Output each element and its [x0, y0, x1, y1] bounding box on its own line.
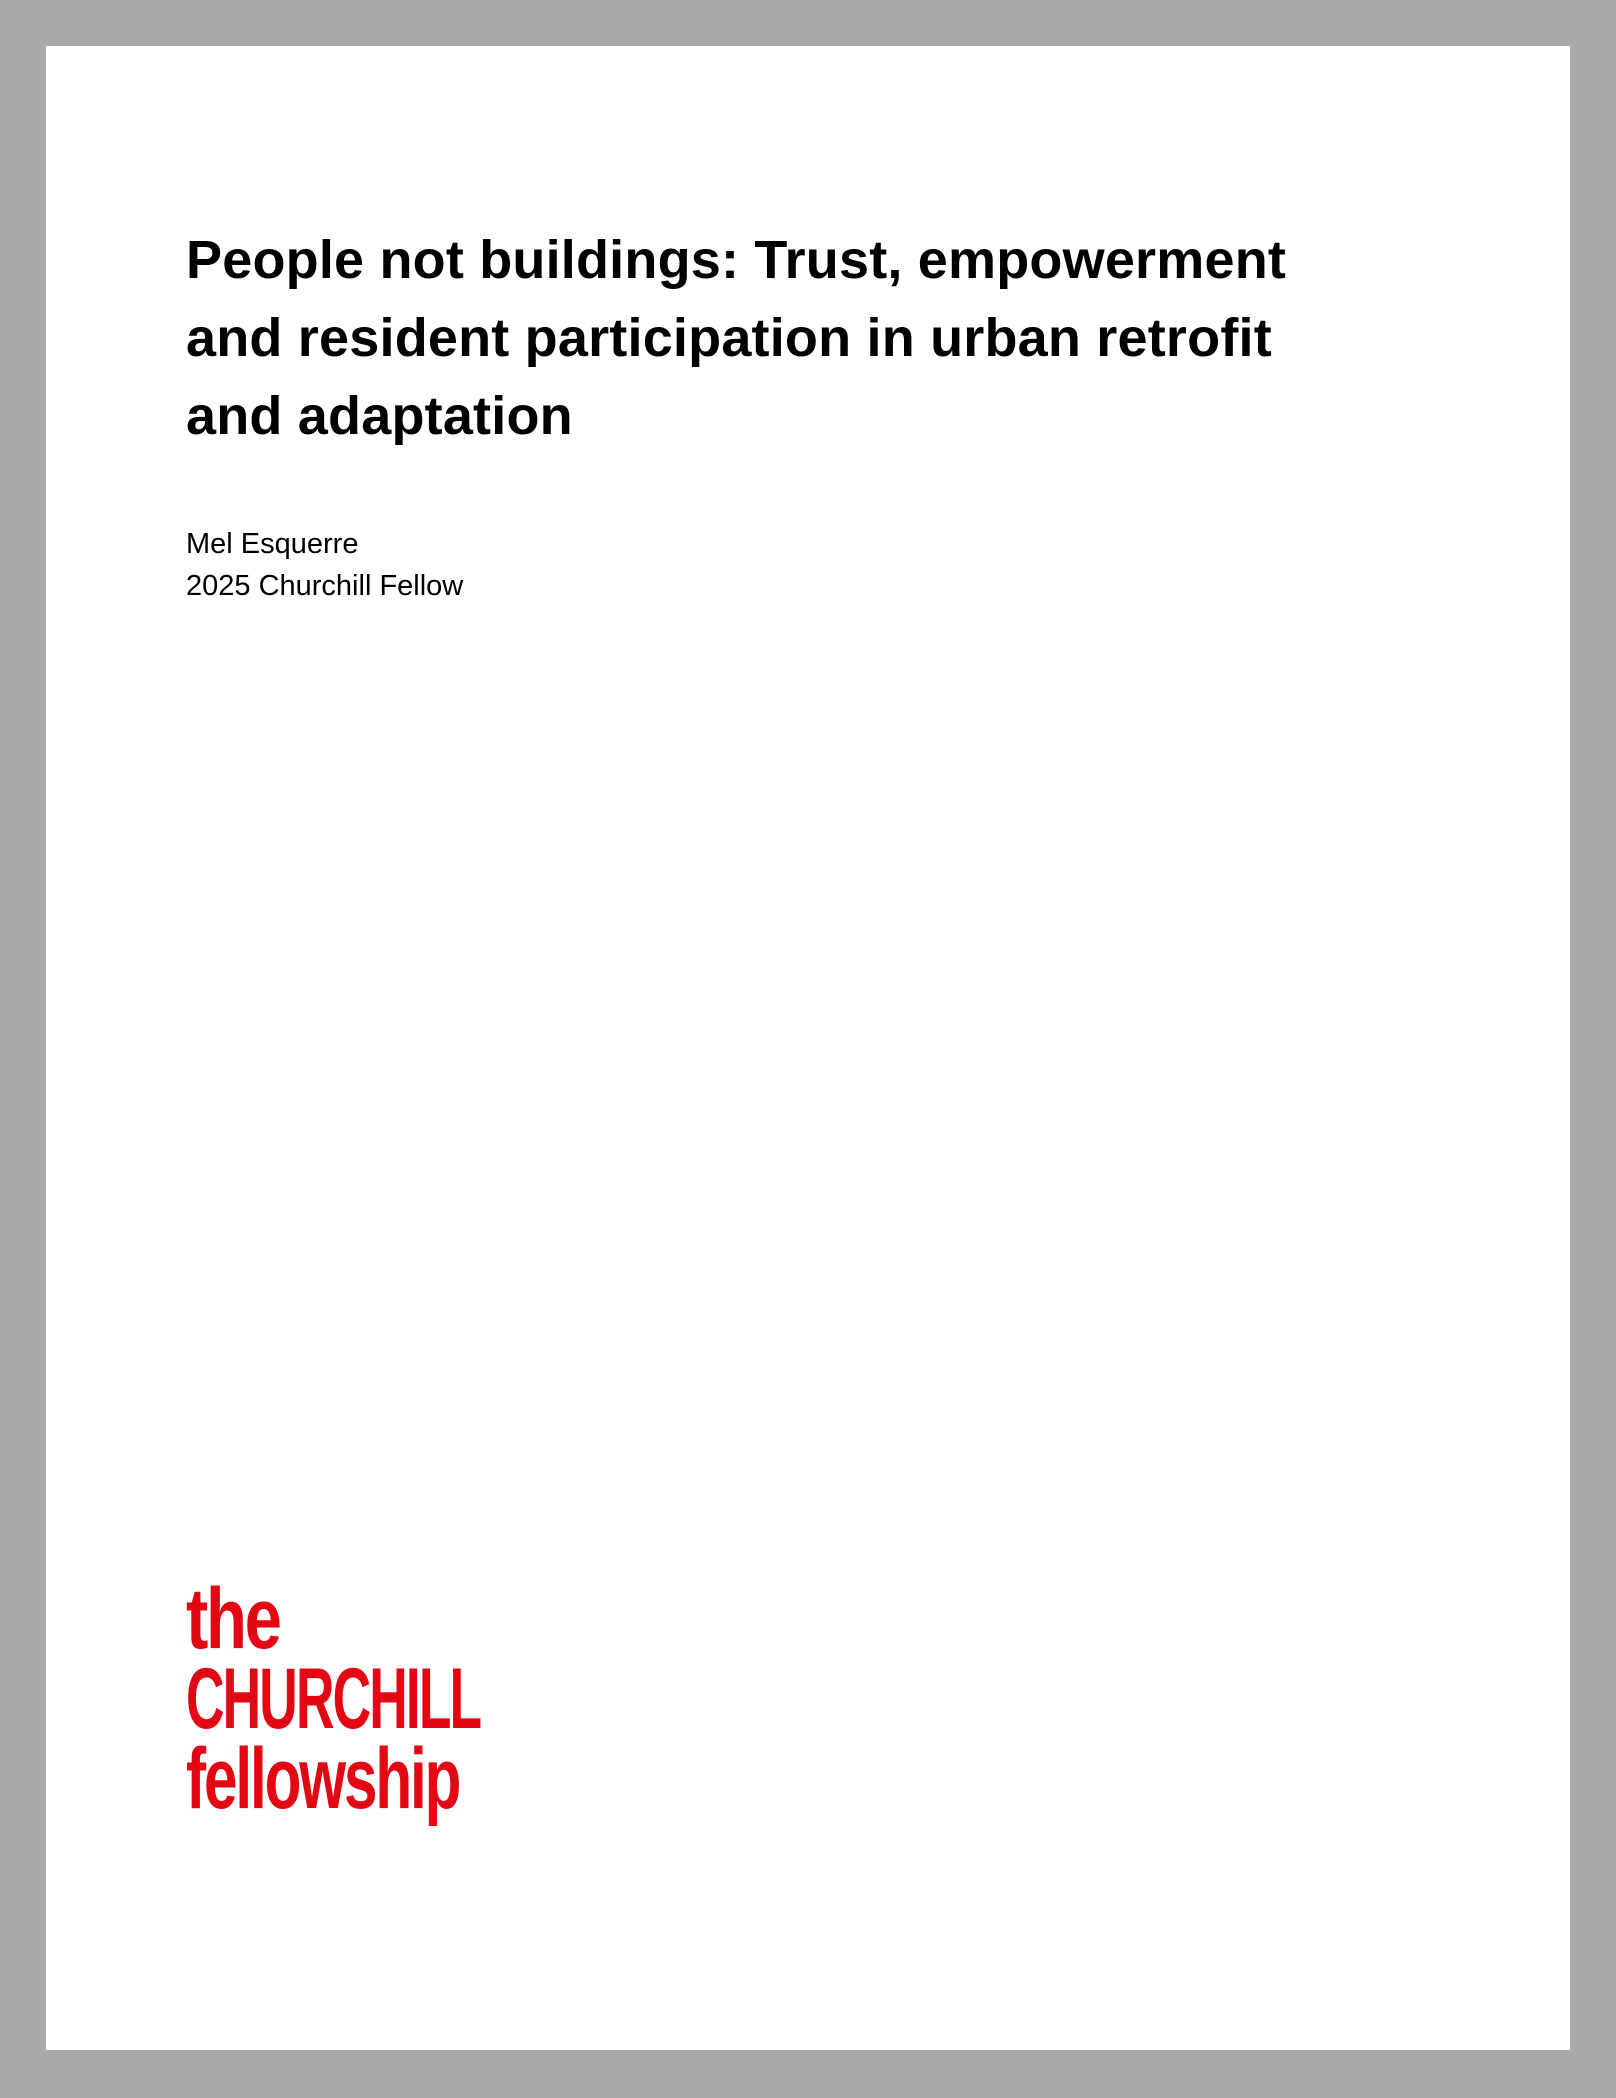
fellowship-line: 2025 Churchill Fellow	[186, 570, 464, 602]
title-line: People not buildings: Trust, empowerment	[186, 230, 1287, 290]
logo-line: fellowship	[186, 1731, 460, 1827]
document-page	[46, 46, 1570, 2050]
logo-line: CHURCHILL	[186, 1651, 481, 1747]
author-name: Mel Esquerre	[186, 528, 359, 560]
title-line: and adaptation	[186, 386, 573, 446]
logo-line: the	[186, 1571, 280, 1667]
document-title	[186, 221, 1446, 455]
churchill-fellowship-logo	[186, 1571, 526, 1827]
author-block	[186, 523, 463, 607]
title-line: and resident participation in urban retrofit	[186, 308, 1272, 368]
